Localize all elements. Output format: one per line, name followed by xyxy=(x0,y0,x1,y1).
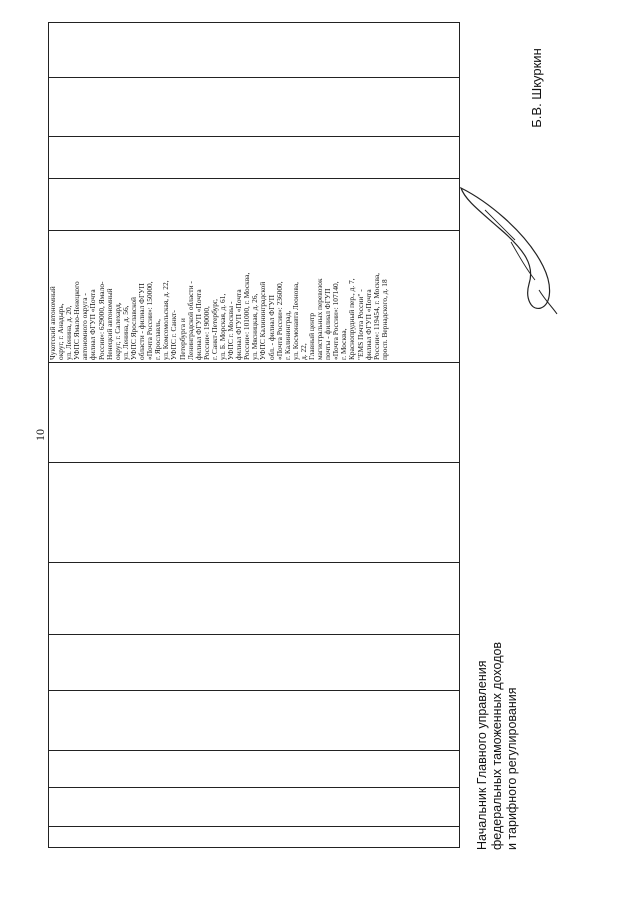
table-rule xyxy=(48,462,460,463)
table-rule xyxy=(48,77,460,78)
rotated-table xyxy=(48,22,460,848)
table-rule xyxy=(48,826,460,827)
address-line: д. 22, xyxy=(298,343,308,360)
address-line: просп. Вернадского, д. 18 xyxy=(379,279,389,360)
address-line: округ, г. Анадырь, xyxy=(56,303,66,360)
address-line: филиал ФГУП «Почта xyxy=(88,289,98,360)
address-line: УФПС г. Москвы - xyxy=(226,301,236,360)
address-line: филиал ФГУП «Почта xyxy=(363,289,373,360)
address-line: магистральных перевозок xyxy=(315,278,325,360)
address-line: Петербурга и xyxy=(177,318,187,360)
table-border-right xyxy=(459,22,460,848)
address-line: ул. Ленина, д. 20, xyxy=(64,305,74,360)
address-line: России»: 629000, Ямало- xyxy=(96,281,106,360)
address-line: г. Калининград, xyxy=(282,310,292,360)
address-line: России»: 119454, г. Москва, xyxy=(371,272,381,360)
table-rule xyxy=(48,634,460,635)
address-line: почты - филиал ФГУП xyxy=(323,288,333,360)
table-border-top xyxy=(48,22,460,23)
address-line: автономного округа - xyxy=(80,293,90,360)
page-number: 10 xyxy=(33,429,47,441)
handwritten-signature xyxy=(455,180,560,320)
address-line: г. Москва, xyxy=(339,328,349,360)
address-line: УФПС Калининградской xyxy=(258,281,268,360)
address-cell-text xyxy=(49,232,459,360)
address-line: России»: 101000, г. Москва, xyxy=(242,272,252,360)
address-line: филиал ФГУП «Почта xyxy=(234,289,244,360)
address-line: ул. Мясницкая, д. 26, xyxy=(250,293,260,360)
address-line: "EMS Почта России" - xyxy=(355,289,365,360)
signatory-title xyxy=(475,550,535,850)
address-line: филиал ФГУП «Почта xyxy=(193,289,203,360)
table-rule xyxy=(48,750,460,751)
signatory-title-line: Начальник Главного управления xyxy=(475,660,489,850)
address-line: УФПС г. Санкт- xyxy=(169,310,179,360)
address-cell xyxy=(48,230,460,362)
signatory-name: Б.В. Шкуркин xyxy=(529,48,544,128)
address-line: «Почта России»: 236000, xyxy=(274,281,284,360)
address-line: ул. Космонавта Леонова, xyxy=(290,282,300,360)
table-rule xyxy=(48,787,460,788)
address-line: Главный центр xyxy=(307,312,316,360)
address-line: г. Ярославль, xyxy=(153,319,163,360)
address-line: ул. Б. Морская, д. 61, xyxy=(217,293,227,360)
address-line: «Почта России»: 107140, xyxy=(331,281,341,360)
table-rule xyxy=(48,690,460,691)
address-line: Ненецкий автономный xyxy=(104,288,114,360)
address-line: г. Санкт-Петербург, xyxy=(209,299,219,360)
address-line: округ, г. Салехард, xyxy=(112,302,122,360)
address-line: ул. Ленина, д. 56, xyxy=(120,305,130,360)
address-line: области - филиал ФГУП xyxy=(137,283,147,360)
table-rule xyxy=(48,136,460,137)
address-line: Ленинградской области - xyxy=(185,281,195,360)
table-border-left xyxy=(48,22,49,848)
signatory-title-line: и тарифного регулирования xyxy=(505,687,519,850)
address-line: «Почта России»: 150000, xyxy=(145,281,155,360)
address-line: УФПС Ямало-Ненецкого xyxy=(72,281,82,360)
table-border-bottom xyxy=(48,847,460,848)
address-line: ул. Комсомольская, д. 22, xyxy=(161,280,171,360)
address-line: России»: 190000, xyxy=(201,306,211,360)
address-line: Чукотский автономный xyxy=(48,286,57,360)
table-rule xyxy=(48,178,460,179)
address-line: УФПС Ярославской xyxy=(128,297,138,360)
table-rule xyxy=(48,562,460,563)
signatory-title-line: федеральных таможенных доходов xyxy=(490,641,504,850)
address-line: обл. - филиал ФГУП xyxy=(266,295,276,360)
address-line: Краснопрудный пер., д. 7, xyxy=(347,278,357,360)
table-rule xyxy=(48,362,460,363)
